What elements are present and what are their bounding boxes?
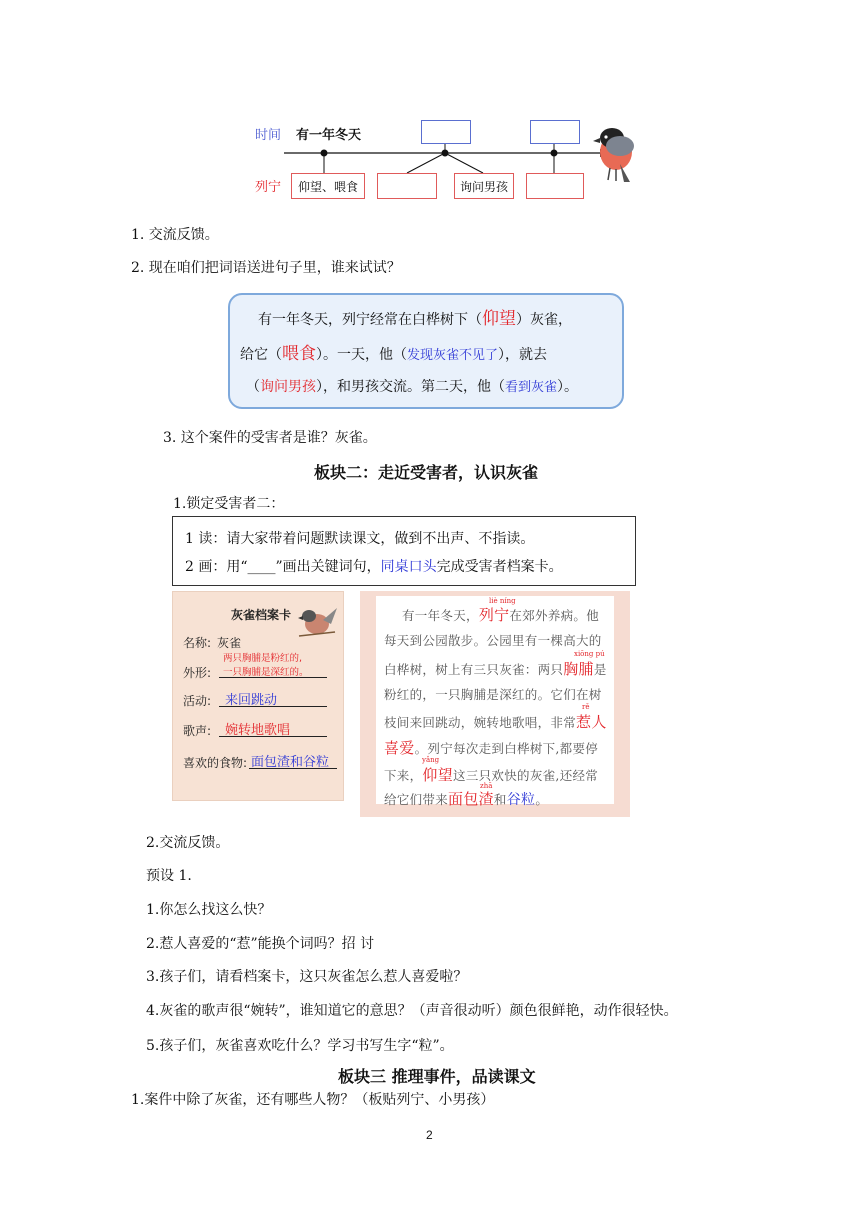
timeline-empty-box-bottom-2 <box>526 173 584 199</box>
card-song-value: 婉转地歌唱 <box>225 723 291 738</box>
pinyin-re: rě <box>582 703 590 711</box>
card-look-underline <box>219 677 327 678</box>
page-number: 2 <box>426 1128 433 1142</box>
item-victim-question: 3. 这个案件的受害者是谁？灰雀。 <box>163 430 377 446</box>
card-activity-value: 来回跳动 <box>225 693 278 708</box>
pinyin-zha: zhā <box>480 782 493 790</box>
read-instruction: 1 读：请大家带着问题默读课文，做到不出声、不指读。 <box>185 531 535 547</box>
question-4: 4.灰雀的歌声很“婉转”，谁知道它的意思？（声音很动听）颜色很鲜艳，动作很轻快。 <box>146 1003 678 1019</box>
timeline-empty-box-top-2 <box>530 120 580 144</box>
card-name-value: 灰雀 <box>217 636 242 650</box>
section-2-title: 板块二：走近受害者，认识灰雀 <box>314 463 539 482</box>
question-2: 2.惹人喜爱的“惹”能换个词吗？招 讨 <box>146 936 375 952</box>
pinyin-xiongpu: xiōng pú <box>574 650 605 658</box>
sentence-bubble <box>228 293 624 409</box>
bubble-line-3: （询问男孩），和男孩交流。第二天，他（看到灰雀）。 <box>246 379 579 395</box>
draw-instruction: 2 画：用“____”画出关键词句，同桌口头完成受害者档案卡。 <box>185 559 563 575</box>
passage-line-7: 下来，仰望这三只欢快的灰雀,还经常 <box>384 766 599 784</box>
bullfinch-bird-icon <box>590 124 640 188</box>
reading-instructions-box <box>172 516 636 586</box>
card-title: 灰雀档案卡 <box>231 608 292 622</box>
bubble-line-1: 有一年冬天，列宁经常在白桦树下（仰望）灰雀， <box>258 309 572 329</box>
passage-line-2: 每天到公园散步。公园里有一棵高大的 <box>384 633 602 648</box>
timeline-person-label: 列宁 <box>255 180 282 195</box>
passage-line-4: 粉红的，一只胸脯是深红的。它们在树 <box>384 687 602 702</box>
passage-panel <box>376 596 614 808</box>
sparrow-archive-card <box>172 591 344 801</box>
section-3-title: 板块三 推理事件，品读课文 <box>338 1067 536 1086</box>
timeline-time-text: 有一年冬天 <box>296 128 362 143</box>
passage-line-5: 枝间来回跳动，婉转地歌唱，非常惹人 <box>384 713 607 731</box>
preset-label: 预设 1. <box>146 868 192 884</box>
card-song-label: 歌声: <box>183 724 212 738</box>
card-look-value-1: 两只胸脯是粉红的, <box>223 653 303 664</box>
timeline-box-start: 仰望、喂食 <box>291 173 365 199</box>
card-bird-icon <box>295 600 339 640</box>
pinyin-liening: liè níng <box>489 597 516 605</box>
card-look-label: 外形: <box>183 666 212 680</box>
question-1: 1.你怎么找这么快？ <box>146 902 272 918</box>
timeline-empty-box-bottom-1 <box>377 173 437 199</box>
question-5: 5.孩子们，灰雀喜欢吃什么？学习书写生字“粒”。 <box>146 1038 454 1054</box>
timeline-time-label: 时间 <box>255 128 282 143</box>
passage-line-8: 给它们带来面包渣和谷粒。 <box>384 790 549 808</box>
bubble-line-2: 给它（喂食）。一天，他（发现灰雀不见了），就去 <box>240 344 548 364</box>
card-food-underline <box>249 768 337 769</box>
pinyin-yang: yǎng <box>422 756 440 764</box>
passage-line-6: 喜爱。列宁每次走到白桦树下,都要停 <box>384 739 599 757</box>
card-activity-label: 活动: <box>183 694 212 708</box>
card-name-label: 名称: <box>183 636 212 650</box>
card-look-value-2: 一只胸脯是深红的。 <box>223 667 309 678</box>
section-3-question-1: 1.案件中除了灰雀，还有哪些人物？（板贴列宁、小男孩） <box>131 1092 495 1108</box>
question-3: 3.孩子们，请看档案卡，这只灰雀怎么惹人喜爱啦？ <box>146 969 468 985</box>
timeline-empty-box-top-1 <box>421 120 471 144</box>
item-sentence-task: 2. 现在咱们把词语送进句子里，谁来试试？ <box>131 260 401 276</box>
passage-line-3: 白桦树，树上有三只灰雀：两只胸脯是 <box>384 660 607 678</box>
item-feedback: 1. 交流反馈。 <box>131 227 219 243</box>
card-activity-underline <box>219 706 327 707</box>
lock-victim-label: 1.锁定受害者二： <box>173 496 285 512</box>
passage-line-1: 有一年冬天，列宁在郊外养病。他 <box>402 606 600 624</box>
timeline-box-middle: 询问男孩 <box>454 173 514 199</box>
card-song-underline <box>219 736 327 737</box>
card-food-label: 喜欢的食物: <box>183 756 248 770</box>
feedback-heading: 2.交流反馈。 <box>146 835 230 851</box>
card-food-value: 面包渣和谷粒 <box>251 755 330 770</box>
